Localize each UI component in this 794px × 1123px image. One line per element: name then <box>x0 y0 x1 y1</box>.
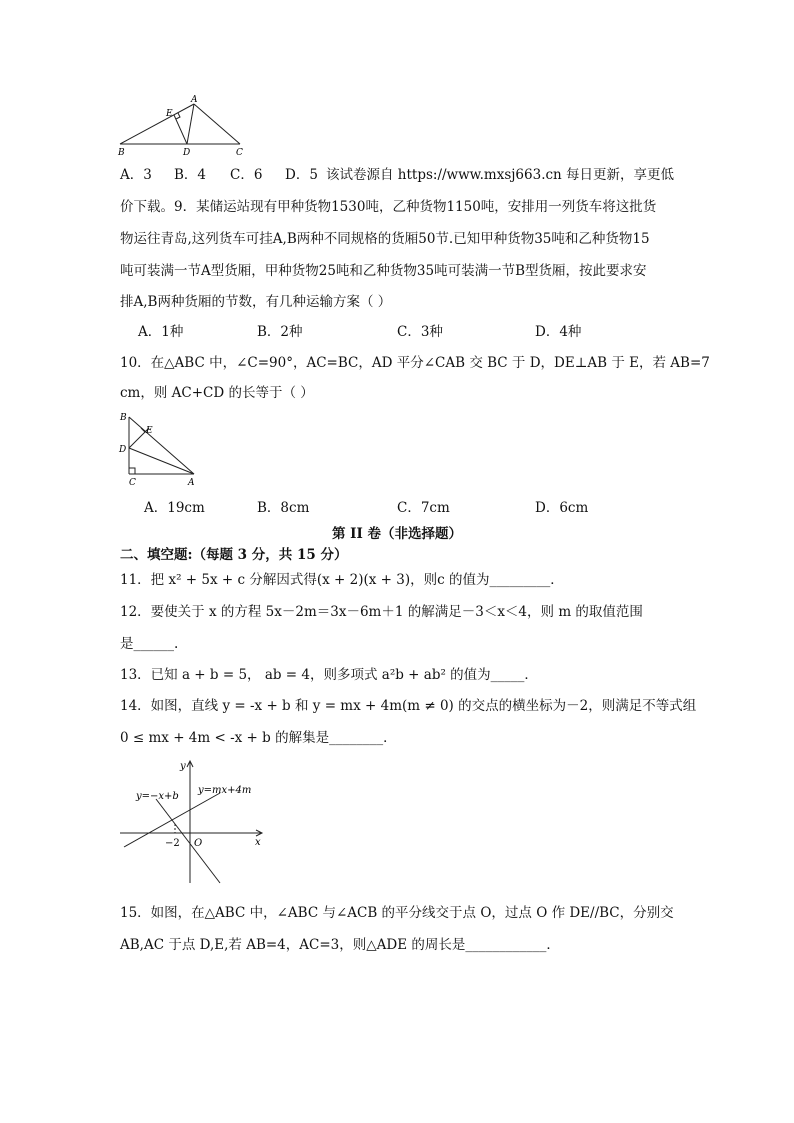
q10-label-a: A <box>188 478 195 488</box>
q9-line-3: 吨可装满一节A型货厢，甲种货物25吨和乙种货物35吨可装满一节B型货厢，按此要求安 <box>120 263 647 279</box>
section-2-heading: 二、填空题:（每题 3 分，共 15 分） <box>120 547 348 563</box>
q10-label-e: E <box>146 426 153 436</box>
q11-text: 11．把 x² + 5x + c 分解因式得(x + 2)(x + 3)，则c 的值为_________． <box>120 572 564 588</box>
q8-label-d: D <box>183 148 191 156</box>
q14-line-2: 0 ≤ mx + 4m < -x + b 的解集是________． <box>120 730 397 746</box>
q14-graph-figure <box>112 755 272 890</box>
q10-label-c: C <box>129 478 136 488</box>
q14-origin-label: O <box>194 838 203 849</box>
q9-option-c[interactable]: C．3种 <box>397 324 443 340</box>
q14-line1-label: y=−x+b <box>136 791 179 802</box>
q13-text: 13．已知 a + b = 5， ab = 4，则多项式 a²b + ab² 的值为_____． <box>120 667 538 683</box>
part-2-title: 第 II 卷（非选择题） <box>331 526 463 542</box>
q14-x-axis-label: x <box>255 837 261 848</box>
q10-option-d[interactable]: D．6cm <box>535 500 589 516</box>
q10-option-b[interactable]: B．8cm <box>257 500 310 516</box>
q15-line-2: AB,AC 于点 D,E,若 AB=4，AC=3，则△ADE 的周长是____________． <box>120 937 560 953</box>
q12-line-1: 12．要使关于 x 的方程 5x－2m＝3x－6m＋1 的解满足－3＜x＜4，则 m 的取值范围 <box>120 604 643 620</box>
q14-y-axis-label: y <box>180 761 186 772</box>
q9-option-d[interactable]: D．4种 <box>535 324 582 340</box>
q8-option-b[interactable]: B．4 <box>174 167 207 183</box>
q14-tick-label: −2 <box>165 838 180 849</box>
q9-option-a[interactable]: A．1种 <box>138 324 184 340</box>
q8-label-b: B <box>118 148 125 156</box>
watermark-continuation: 价下载。 <box>120 199 174 215</box>
q9-line-2: 物运往青岛,这列货车可挂A,B两种不同规格的货厢50节.已知甲种货物35吨和乙种货物15 <box>120 231 650 247</box>
q8-option-c[interactable]: C．6 <box>230 167 263 183</box>
q10-line-2: cm，则 AC+CD 的长等于（ ） <box>120 385 314 401</box>
q8-label-e: E <box>166 109 173 119</box>
q9-line-1: 9．某储运站现有甲种货物1530吨，乙种货物1150吨，安排用一列货车将这批货 <box>174 199 657 215</box>
q10-option-c[interactable]: C．7cm <box>397 500 450 516</box>
q8-option-a[interactable]: A．3 <box>120 167 152 183</box>
q9-line-4: 排A,B两种货厢的节数，有几种运输方案（ ） <box>120 294 392 310</box>
q8-label-c: C <box>236 148 243 156</box>
q8-label-a: A <box>191 95 198 105</box>
q14-line-1: 14．如图，直线 y = -x + b 和 y = mx + 4m(m ≠ 0) 的交点的横坐标为－2，则满足不等式组 <box>120 698 697 714</box>
q12-line-2: 是______. <box>120 636 179 652</box>
q10-label-b: B <box>120 413 127 423</box>
q8-option-d[interactable]: D．5 <box>285 167 318 183</box>
q10-label-d: D <box>119 445 127 455</box>
q15-line-1: 15．如图，在△ABC 中，∠ABC 与∠ACB 的平分线交于点 O，过点 O 作 DE//BC，分别交 <box>120 905 674 921</box>
q14-line2-label: y=mx+4m <box>198 785 252 796</box>
q10-option-a[interactable]: A．19cm <box>144 500 205 516</box>
q10-triangle-figure <box>115 408 205 488</box>
q9-option-b[interactable]: B．2种 <box>257 324 303 340</box>
watermark-text: 该试卷源自 https://www.mxsj663.cn 每日更新，享更低 <box>326 167 675 183</box>
q10-line-1: 10．在△ABC 中，∠C=90°，AC=BC，AD 平分∠CAB 交 BC 于 D，DE⊥AB 于 E，若 AB=7 <box>120 355 710 371</box>
q8-triangle-figure <box>112 92 252 156</box>
